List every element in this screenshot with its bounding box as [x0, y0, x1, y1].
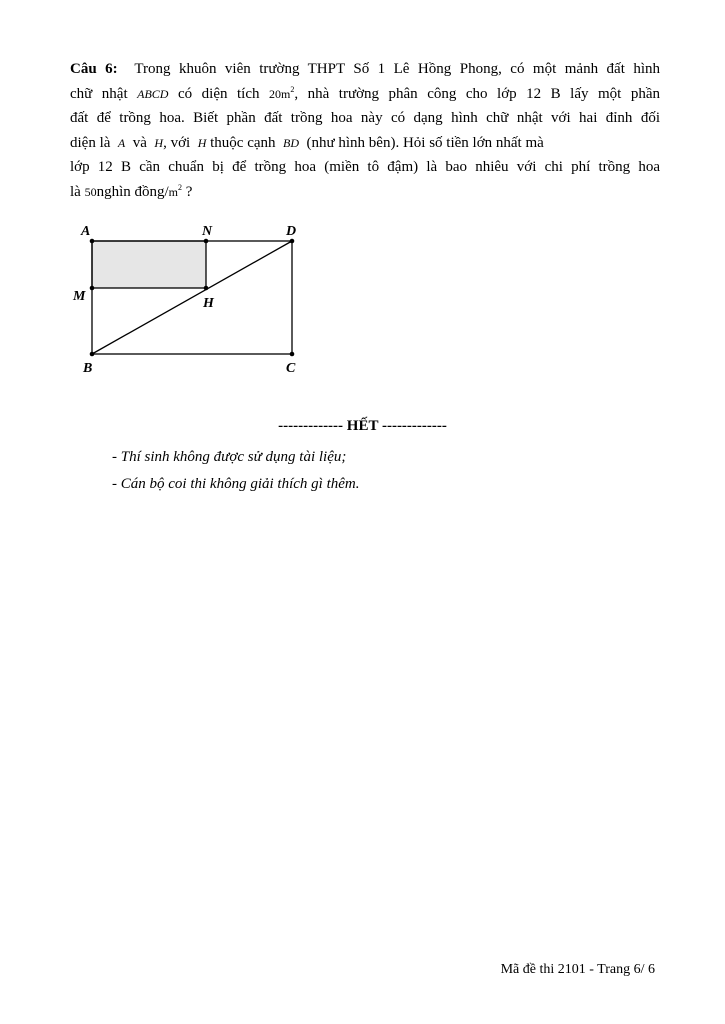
question-label: Câu 6: — [70, 61, 118, 77]
rectangle-diagram — [65, 215, 325, 385]
question-6 — [70, 57, 660, 204]
question-line-2: chữ nhật ABCD có diện tích $20m^2$, nhà trường phân công cho lớp 12 B lấy một phần — [70, 84, 660, 102]
point-m — [90, 286, 95, 291]
note-item: - Thí sinh không được sử dụng tài liệu; — [112, 449, 347, 465]
end-marker: ------------- HẾT ------------- — [278, 418, 447, 434]
flower-region — [92, 241, 206, 288]
question-line-3: đất để trồng hoa. Biết phần đất trồng hoa này có dạng hình chữ nhật với hai đỉnh đối — [70, 110, 660, 126]
point-h — [204, 286, 209, 291]
cost-value: 50 — [84, 184, 97, 199]
label-h: H — [203, 296, 214, 311]
exam-notes — [112, 444, 359, 498]
point-c — [290, 352, 295, 357]
question-line-5: lớp 12 B cần chuẩn bị để trồng hoa (miền tô đậm) là bao nhiêu với chi phí trồng hoa — [70, 159, 660, 175]
label-d: D — [286, 224, 297, 239]
geometry-figure — [65, 215, 325, 385]
point-b — [90, 352, 95, 357]
area-value: $20m^2$ — [269, 84, 295, 101]
point-d — [290, 239, 295, 244]
question-line-1: Câu 6: Trong khuôn viên trường THPT Số 1 Lê Hồng Phong, có một mảnh đất hình — [70, 61, 661, 77]
note-item: - Cán bộ coi thi không giải thích gì thêm. — [112, 476, 360, 492]
label-c: C — [286, 361, 296, 376]
label-a: A — [81, 224, 91, 239]
label-n: N — [202, 224, 213, 239]
question-line-6: là 50nghìn đồng/$m^2$ ? — [70, 182, 193, 200]
label-m: M — [73, 289, 86, 304]
rectangle-name: ABCD — [137, 86, 169, 101]
label-b: B — [83, 361, 93, 376]
page-footer: Mã đề thi 2101 - Trang 6/ 6 — [500, 962, 655, 977]
point-a — [90, 239, 95, 244]
point-n — [204, 239, 209, 244]
question-line-4: diện là A và H, với H thuộc cạnh BD (như hình bên). Hỏi số tiền lớn nhất mà — [70, 134, 544, 151]
